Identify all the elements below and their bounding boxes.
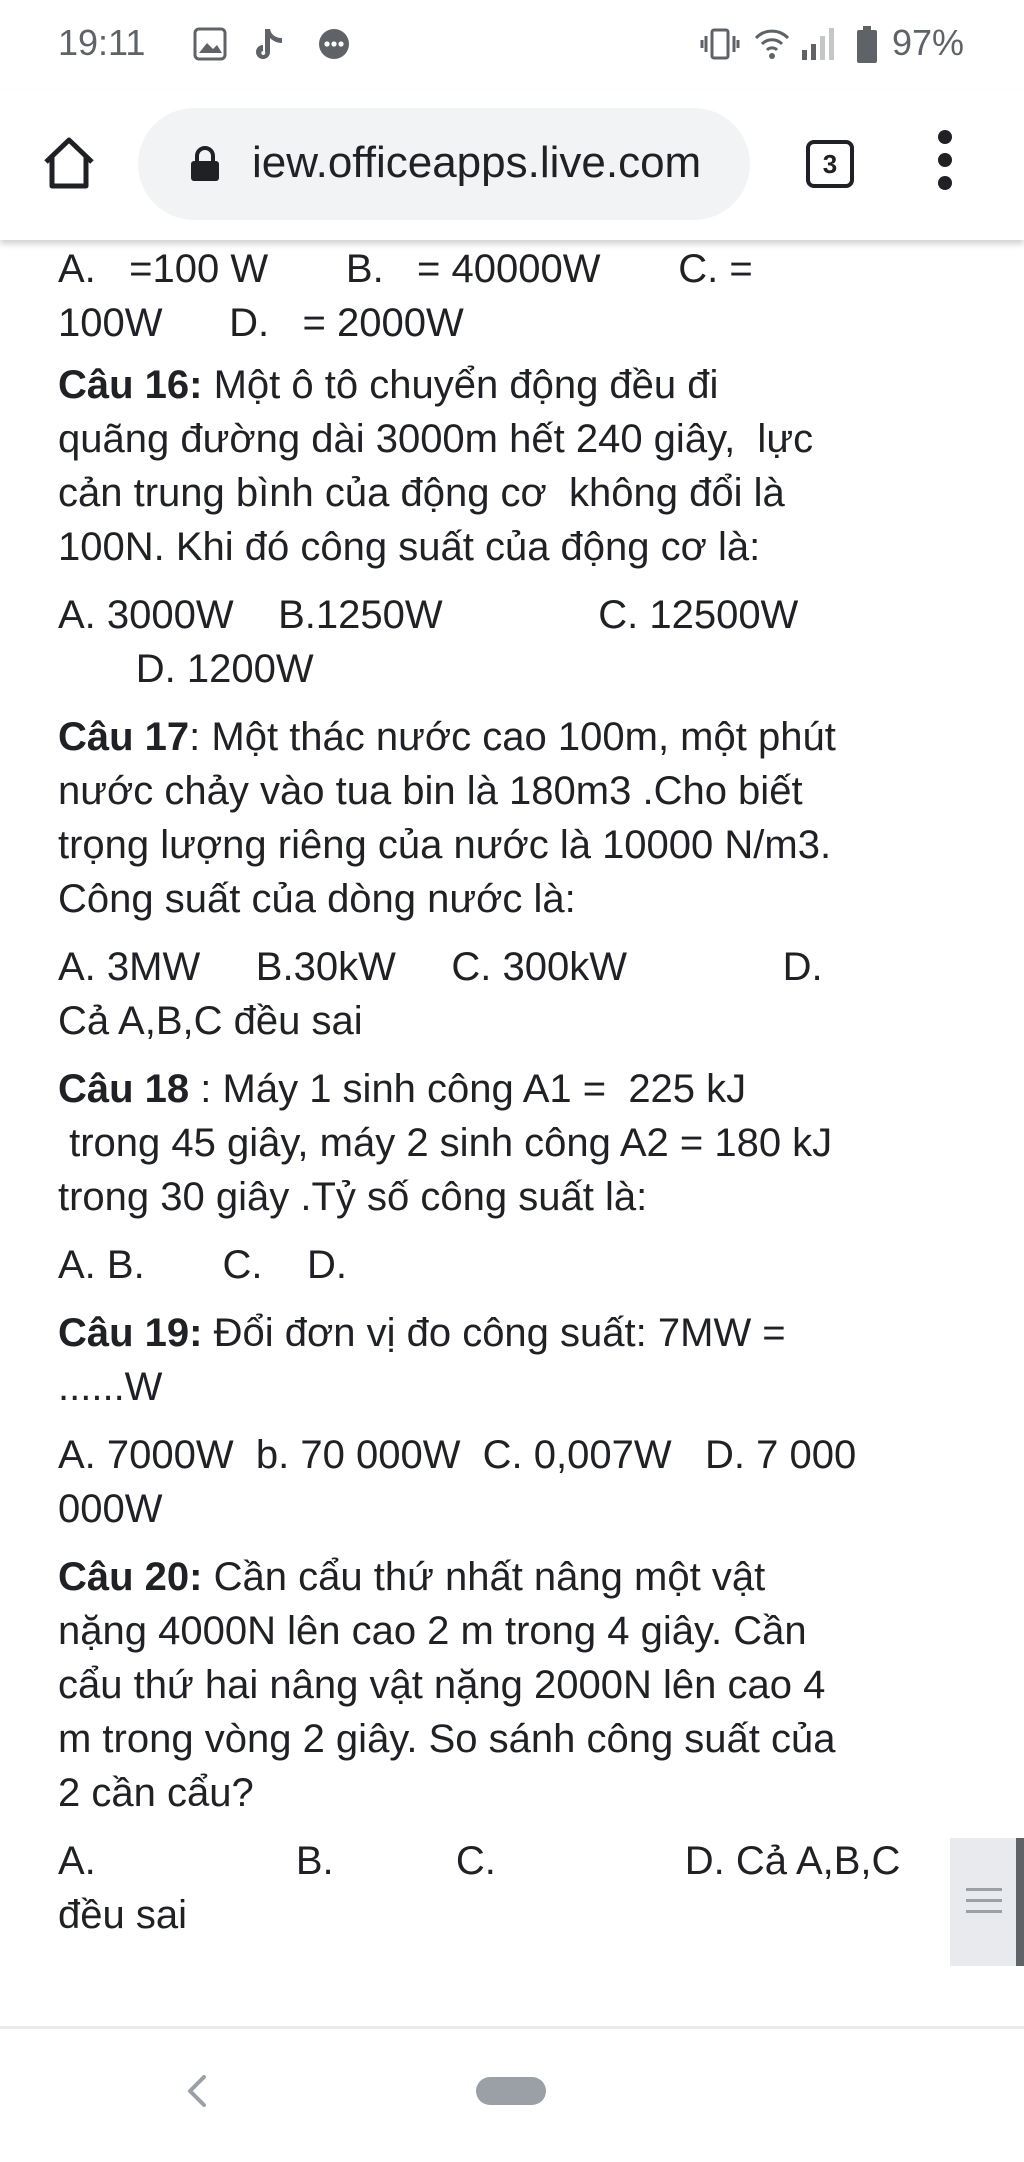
tiktok-icon [252, 26, 286, 69]
text-run: 100N. Khi đó công suất của động cơ là: [58, 525, 761, 569]
vibrate-icon [700, 26, 740, 67]
address-bar[interactable] [138, 108, 750, 220]
document-line [58, 296, 464, 350]
document-line [58, 588, 798, 642]
status-time: 19:11 [58, 22, 146, 63]
document-line [58, 1360, 162, 1414]
text-run: Cả A,B,C đều sai [58, 999, 363, 1043]
document-line [58, 466, 785, 520]
document-line [58, 520, 760, 574]
text-run: nặng 4000N lên cao 2 m trong 4 giây. Cần [58, 1609, 807, 1653]
document-line [58, 1306, 786, 1360]
question-label: Câu 17 [58, 715, 190, 759]
text-run: : Máy 1 sinh công A1 = 225 kJ [189, 1067, 747, 1111]
text-run: cẩu thứ hai nâng vật nặng 2000N lên cao 4 [58, 1663, 826, 1707]
text-run: : Một thác nước cao 100m, một phút [189, 715, 836, 759]
more-menu-icon[interactable] [930, 130, 960, 200]
text-run: ......W [58, 1365, 163, 1409]
messenger-icon [316, 26, 352, 67]
text-run: Đổi đơn vị đo công suất: 7MW = [202, 1311, 786, 1355]
text-run: A. B. C. D. [58, 1243, 347, 1287]
document-line [58, 1888, 187, 1942]
document-line [58, 710, 836, 764]
text-run: nước chảy vào tua bin là 180m3 .Cho biết [58, 769, 803, 813]
battery-icon [856, 26, 878, 69]
text-run: cản trung bình của động cơ không đổi là [58, 471, 785, 515]
document-line [58, 412, 813, 466]
document-line [58, 1482, 163, 1536]
wifi-icon [752, 26, 792, 67]
document-line [58, 1116, 832, 1170]
text-run: quãng đường dài 3000m hết 240 giây, lực [58, 417, 814, 461]
text-run: trọng lượng riêng của nước là 10000 N/m3. [58, 823, 832, 867]
text-run: trong 30 giây .Tỷ số công suất là: [58, 1175, 648, 1219]
document-line [58, 1550, 765, 1604]
question-label: Câu 18 [58, 1067, 190, 1111]
tab-switcher-button[interactable]: 3 [806, 140, 854, 188]
document-line [58, 1238, 347, 1292]
text-run: Công suất của dòng nước là: [58, 877, 576, 921]
text-run: D. 1200W [58, 647, 314, 691]
scroll-handle[interactable] [950, 1838, 1024, 1966]
document-line [58, 940, 823, 994]
text-run: Cần cẩu thứ nhất nâng một vật [202, 1555, 766, 1599]
question-label: Câu 20: [58, 1555, 203, 1599]
document-line [58, 1658, 825, 1712]
text-run: A. 3MW B.30kW C. 300kW D. [58, 945, 823, 989]
document-line [58, 1170, 647, 1224]
text-run: A. 3000W B.1250W C. 12500W [58, 593, 799, 637]
text-run: 100W D. = 2000W [58, 301, 464, 345]
document-line [58, 764, 803, 818]
document-line [58, 642, 314, 696]
text-run: 2 cần cẩu? [58, 1771, 254, 1815]
text-run: trong 45 giây, máy 2 sinh công A2 = 180 kJ [58, 1121, 833, 1165]
text-run: A. 7000W b. 70 000W C. 0,007W D. 7 000 [58, 1433, 857, 1477]
signal-icon [800, 26, 836, 67]
document-viewer[interactable] [0, 240, 1024, 2020]
text-run: A. =100 W B. = 40000W C. = [58, 247, 753, 291]
document-line [58, 1766, 254, 1820]
home-pill[interactable] [476, 2077, 546, 2105]
browser-toolbar [0, 90, 1024, 240]
document-line [58, 818, 831, 872]
status-bar [0, 0, 1024, 90]
document-line [58, 358, 718, 412]
document-line [58, 1062, 746, 1116]
text-run: A. B. C. D. Cả A,B,C [58, 1839, 901, 1883]
url-text: iew.officeapps.live.com [252, 138, 702, 187]
document-line [58, 994, 363, 1048]
document-line [58, 1834, 900, 1888]
lock-icon [188, 146, 222, 182]
text-run: m trong vòng 2 giây. So sánh công suất của [58, 1717, 836, 1761]
question-label: Câu 16: [58, 363, 203, 407]
battery-percent: 97% [891, 22, 964, 63]
text-run: 000W [58, 1487, 163, 1531]
document-line [58, 872, 576, 926]
document-line [58, 242, 753, 296]
system-navigation-bar [0, 2029, 1024, 2162]
document-line [58, 1428, 856, 1482]
home-icon[interactable] [38, 132, 100, 194]
text-run: đều sai [58, 1893, 187, 1937]
question-label: Câu 19: [58, 1311, 203, 1355]
text-run: Một ô tô chuyển động đều đi [202, 363, 719, 407]
gallery-icon [192, 26, 228, 67]
document-line [58, 1712, 836, 1766]
back-icon[interactable] [182, 2071, 212, 2111]
document-line [58, 1604, 807, 1658]
